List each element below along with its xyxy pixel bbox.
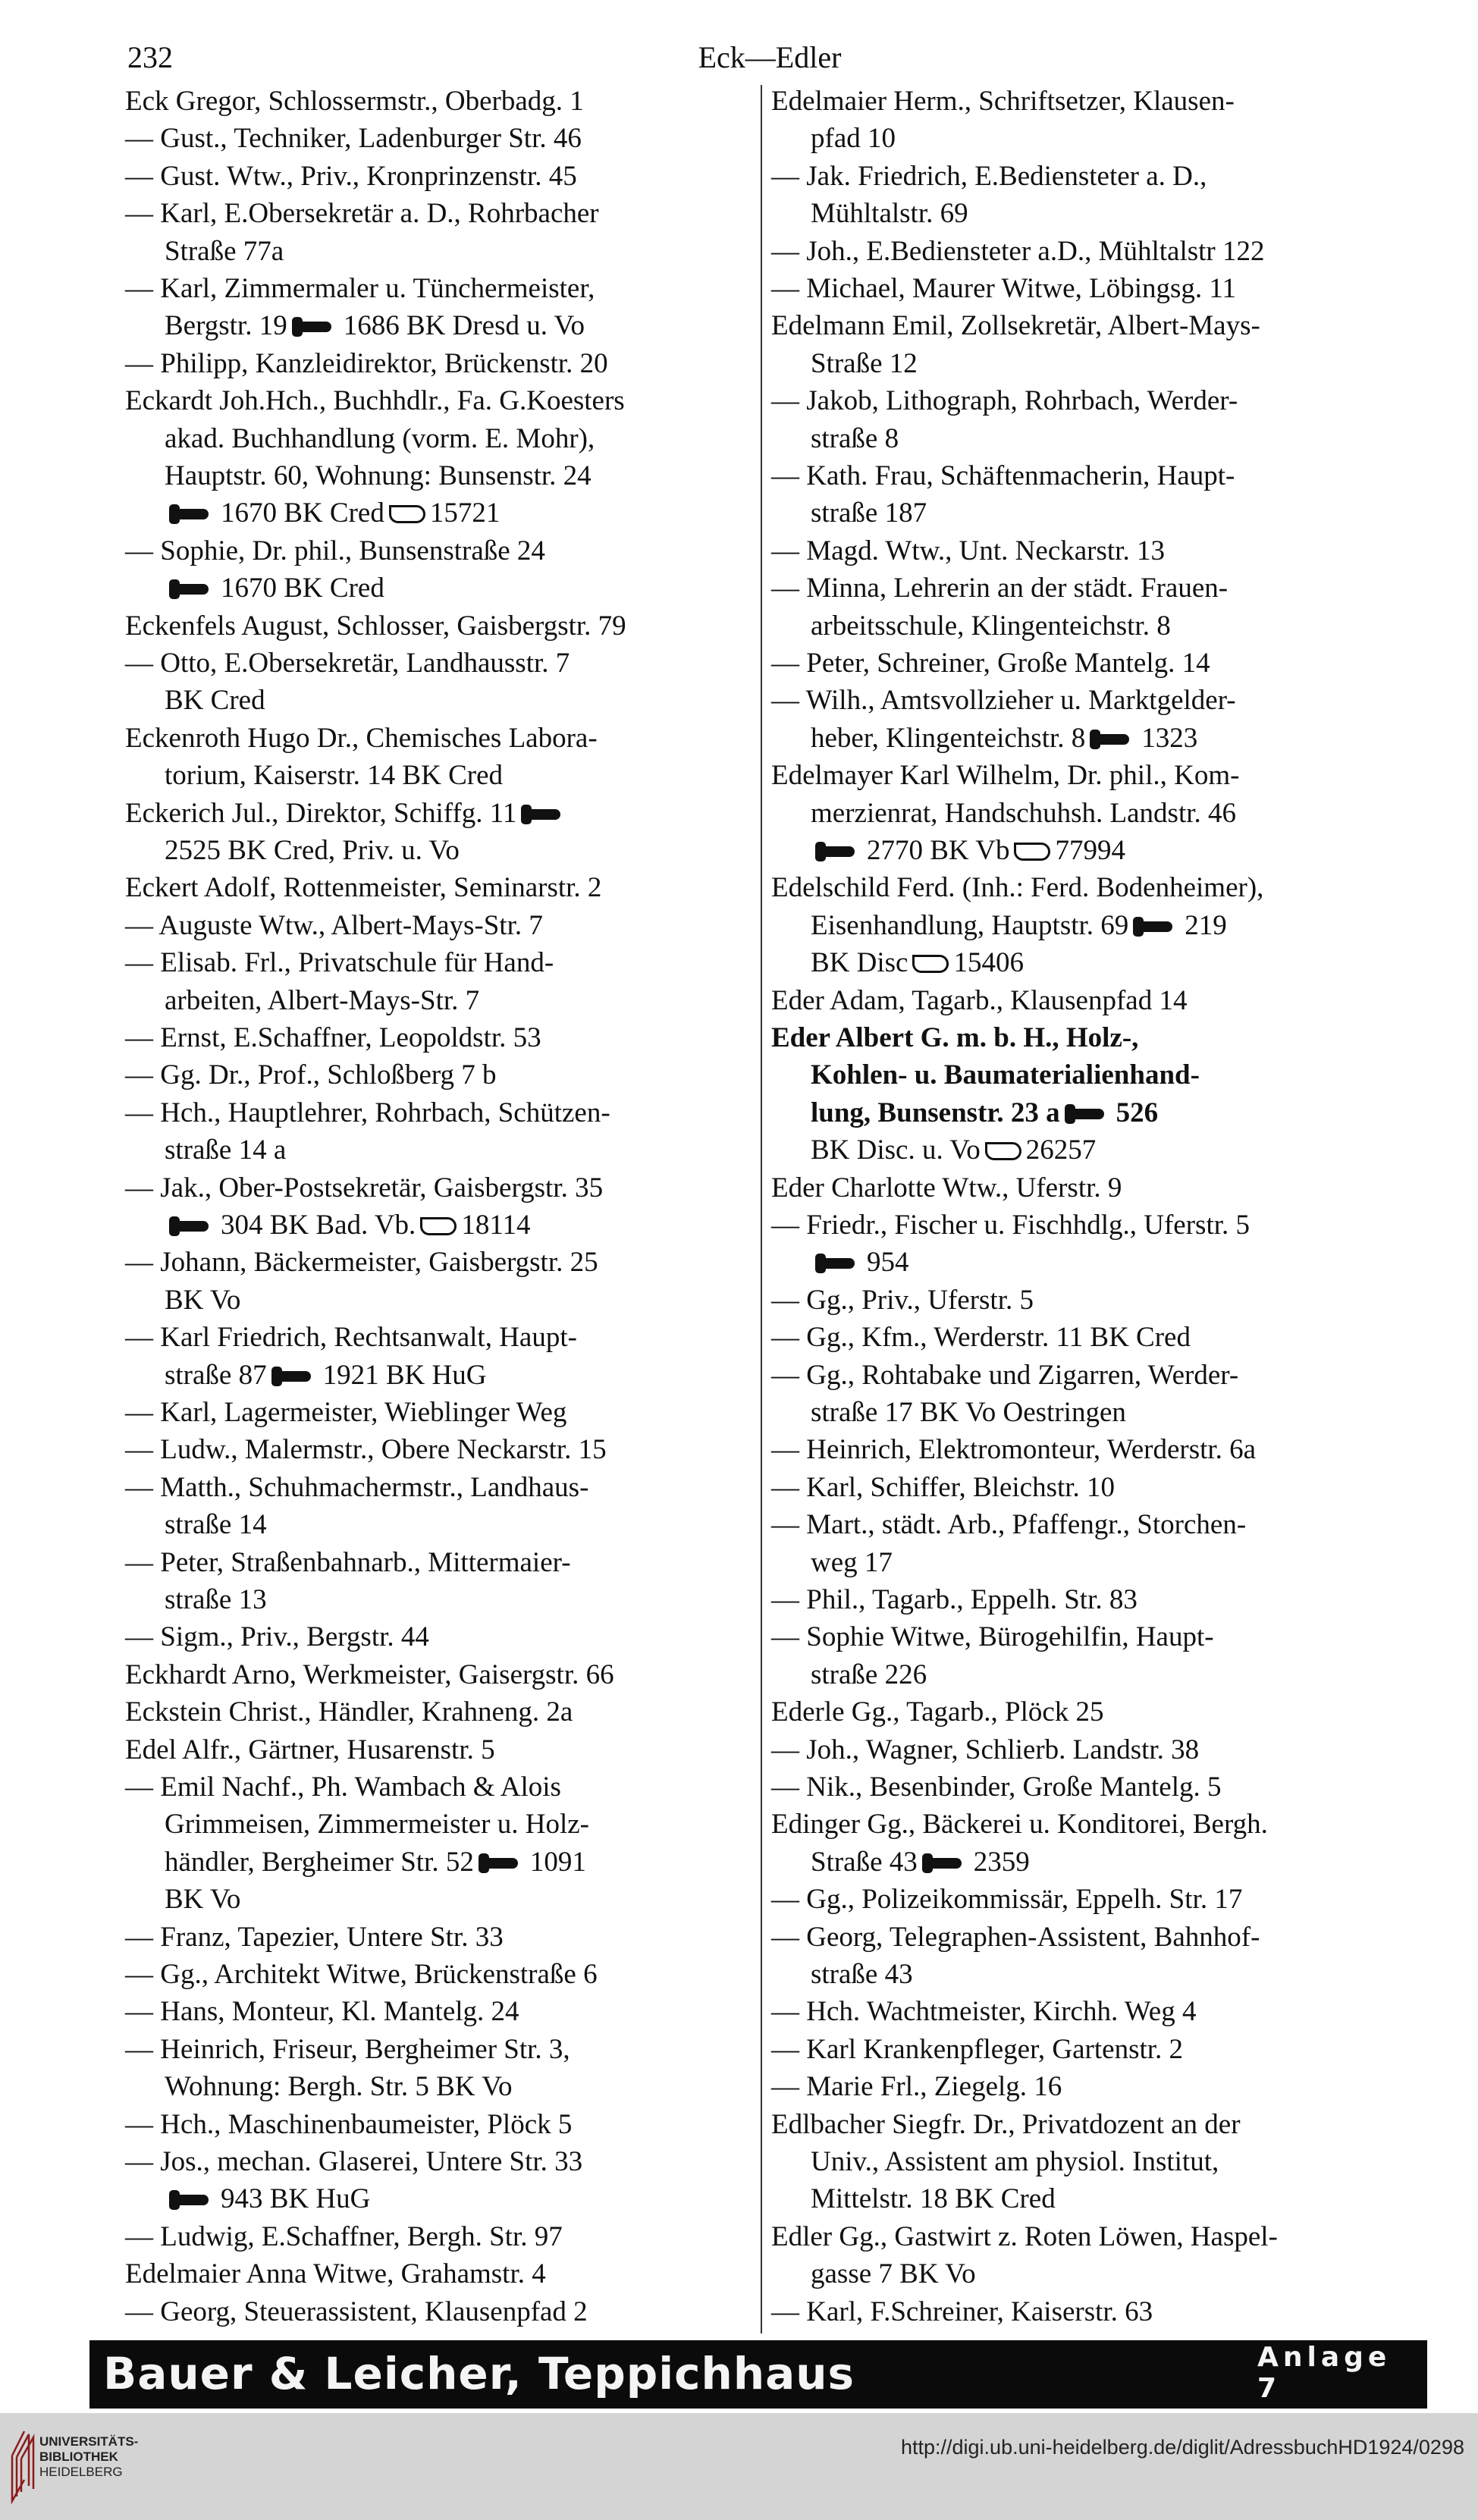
- entry-line: [125, 85, 584, 118]
- telephone-icon: [292, 317, 339, 337]
- entry-text: — Nik., Besenbinder, Große Mantelg. 5: [771, 1772, 1222, 1803]
- entry-line: [125, 2258, 546, 2291]
- entry-text: Edelmaier Herm., Schriftsetzer, Klausen-: [771, 86, 1235, 117]
- entry-text: arbeiten, Albert-Mays-Str. 7: [165, 984, 480, 1016]
- entry-text: Eder Adam, Tagarb., Klausenpfad 14: [771, 984, 1188, 1016]
- entry-text: Mühltalstr. 69: [811, 198, 968, 230]
- entry-line: [811, 1059, 1200, 1092]
- entry-line: [771, 871, 1263, 905]
- entry-text: — Marie Frl., Ziegelg. 16: [771, 2071, 1062, 2103]
- entry-text: — Gg., Polizeikommissär, Eppelh. Str. 17: [771, 1884, 1243, 1916]
- banner-text: Bauer & Leicher, Teppichhaus: [103, 2348, 855, 2399]
- entry-text: — Emil Nachf., Ph. Wambach & Alois: [125, 1772, 561, 1803]
- entry-text: Mittelstr. 18 BK Cred: [811, 2183, 1056, 2215]
- entry-text: — Magd. Wtw., Unt. Neckarstr. 13: [771, 535, 1165, 566]
- entry-text: 15721: [429, 497, 501, 529]
- entry-text: — Gg., Architekt Witwe, Brückenstraße 6: [125, 1959, 598, 1990]
- entry-line: [165, 309, 585, 343]
- entry-text: — Kath. Frau, Schäftenmacherin, Haupt-: [771, 460, 1235, 491]
- entry-line: [771, 984, 1187, 1018]
- entry-line: [165, 1883, 240, 1916]
- entry-text: — Hch., Hauptlehrer, Rohrbach, Schützen-: [125, 1097, 610, 1128]
- entry-text: — Ernst, E.Schaffner, Leopoldstr. 53: [125, 1022, 541, 1053]
- entry-line: [125, 2220, 563, 2254]
- entry-text: — Michael, Maurer Witwe, Löbingsg. 11: [771, 273, 1236, 304]
- posthorn-icon: [912, 955, 949, 973]
- entry-line: [771, 309, 1260, 343]
- entry-text: — Friedr., Fischer u. Fischhdlg., Uferstr. 5: [771, 1210, 1250, 1241]
- logo-line: HEIDELBERG: [39, 2465, 123, 2479]
- entry-text: — Johann, Bäckermeister, Gaisbergstr. 25: [125, 1247, 598, 1279]
- entry-line: [165, 2183, 370, 2216]
- entry-text: — Gg., Kfm., Werderstr. 11 BK Cred: [771, 1322, 1191, 1354]
- entry-line: [165, 2070, 513, 2104]
- entry-text: 77994: [1055, 835, 1125, 866]
- entry-line: [811, 797, 1236, 830]
- entry-line: [165, 235, 284, 268]
- entry-text: Straße 77a: [165, 235, 284, 267]
- telephone-icon: [169, 1216, 216, 1236]
- entry-line: [811, 2258, 976, 2291]
- entry-line: [811, 1246, 909, 1279]
- entry-text: arbeitsschule, Klingenteichstr. 8: [811, 610, 1171, 642]
- entry-line: [125, 272, 595, 306]
- entry-text: 26257: [1025, 1134, 1097, 1166]
- entry-text: Univ., Assistent am physiol. Institut,: [811, 2146, 1219, 2177]
- entry-line: [771, 1808, 1268, 1841]
- entry-line: [811, 122, 896, 155]
- entry-text: — Ludwig, E.Schaffner, Bergh. Str. 97: [125, 2220, 563, 2252]
- entry-line: [811, 1396, 1126, 1429]
- entry-text: Eck Gregor, Schlossermstr., Oberbadg. 1: [125, 86, 584, 117]
- entry-text: — Heinrich, Friseur, Bergheimer Str. 3,: [125, 2033, 570, 2065]
- entry-text: BK Cred: [165, 685, 265, 717]
- entry-line: [811, 2145, 1219, 2179]
- entry-text: Eckerich Jul., Direktor, Schiffg. 11: [125, 797, 517, 829]
- column-divider: [761, 85, 762, 2333]
- entry-line: [811, 1546, 893, 1580]
- entry-line: [165, 1583, 267, 1617]
- entry-text: Grimmeisen, Zimmermeister u. Holz-: [165, 1809, 589, 1841]
- telephone-icon: [271, 1367, 319, 1386]
- entry-text: BK Disc: [811, 947, 908, 979]
- entry-text: straße 17 BK Vo Oestringen: [811, 1397, 1126, 1428]
- entry-line: [165, 497, 500, 530]
- entry-text: Edel Alfr., Gärtner, Husarenstr. 5: [125, 1734, 495, 1765]
- entry-line: [125, 1659, 614, 1692]
- entry-text: — Jak., Ober-Postsekretär, Gaisbergstr. 35: [125, 1172, 604, 1204]
- entry-text: händler, Bergheimer Str. 52: [165, 1846, 474, 1878]
- entry-line: [165, 984, 479, 1018]
- entry-text: — Auguste Wtw., Albert-Mays-Str. 7: [125, 909, 543, 941]
- entry-line: [771, 1471, 1115, 1505]
- entry-line: [771, 1209, 1250, 1242]
- library-name: [39, 2434, 138, 2480]
- entry-line: [771, 1284, 1034, 1317]
- entry-text: Eisenhandlung, Hauptstr. 69: [811, 909, 1129, 941]
- telephone-icon: [479, 1853, 526, 1873]
- entry-line: [125, 1921, 504, 1954]
- entry-line: [125, 1246, 598, 1279]
- banner-subtext: Anlage 7: [1257, 2342, 1392, 2404]
- entry-text: — Gust., Techniker, Ladenburger Str. 46: [125, 123, 582, 155]
- entry-line: [771, 1883, 1242, 1916]
- entry-line: [811, 497, 927, 530]
- entry-line: [125, 1471, 588, 1505]
- entry-text: — Minna, Lehrerin an der städt. Frauen-: [771, 573, 1229, 604]
- entry-line: [811, 610, 1171, 643]
- entry-text: Edelschild Ferd. (Inh.: Ferd. Bodenheimer),: [771, 872, 1264, 904]
- entry-line: [771, 1771, 1221, 1804]
- entry-text: straße 187: [811, 497, 927, 529]
- entry-line: [125, 610, 626, 643]
- entry-line: [125, 1097, 610, 1130]
- entry-line: [811, 722, 1197, 755]
- entry-line: [165, 1359, 486, 1392]
- entry-line: [771, 1021, 1138, 1055]
- entry-text: 1686 BK Dresd u. Vo: [343, 310, 585, 342]
- entry-text: — Karl, Lagermeister, Wieblinger Weg: [125, 1397, 567, 1428]
- entry-text: Eckardt Joh.Hch., Buchhdlr., Fa. G.Koesters: [125, 385, 625, 417]
- entry-line: [771, 1321, 1191, 1354]
- entry-line: [771, 1696, 1104, 1729]
- entry-line: [125, 2296, 588, 2329]
- posthorn-icon: [420, 1217, 457, 1235]
- entry-line: [125, 160, 577, 193]
- entry-line: [125, 384, 625, 418]
- entry-line: [811, 1097, 1158, 1130]
- entry-text: 526: [1116, 1097, 1159, 1128]
- footer: [0, 2413, 1478, 2520]
- entry-line: [771, 1734, 1199, 1767]
- entry-text: straße 14: [165, 1509, 267, 1541]
- entry-line: [165, 684, 265, 717]
- entry-line: [811, 347, 918, 381]
- entry-text: straße 226: [811, 1659, 927, 1690]
- entry-text: 943 BK HuG: [221, 2183, 371, 2215]
- entry-text: Eckenroth Hugo Dr., Chemisches Labora-: [125, 722, 598, 754]
- entry-text: 1670 BK Cred: [221, 573, 384, 604]
- entry-line: [165, 1209, 530, 1242]
- entry-line: [771, 2108, 1241, 2142]
- entry-line: [771, 1359, 1238, 1392]
- entry-line: [811, 2183, 1056, 2216]
- entry-text: straße 8: [811, 422, 899, 454]
- entry-line: [811, 1846, 1030, 1879]
- entry-text: — Matth., Schuhmachermstr., Landhaus-: [125, 1471, 589, 1503]
- entry-line: [771, 572, 1228, 605]
- entry-line: [125, 535, 545, 568]
- entry-text: straße 14 a: [165, 1134, 287, 1166]
- entry-text: 15406: [953, 947, 1024, 979]
- entry-line: [125, 1059, 497, 1092]
- entry-line: [811, 909, 1227, 943]
- entry-text: Bergstr. 19: [165, 310, 287, 342]
- entry-text: BK Disc. u. Vo: [811, 1134, 981, 1166]
- entry-text: — Karl, F.Schreiner, Kaiserstr. 63: [771, 2296, 1153, 2327]
- entry-text: straße 87: [165, 1359, 267, 1391]
- entry-text: heber, Klingenteichstr. 8: [811, 722, 1086, 754]
- entry-line: [811, 422, 899, 456]
- entry-text: — Elisab. Frl., Privatschule für Hand-: [125, 947, 554, 979]
- entry-text: Eckstein Christ., Händler, Krahneng. 2a: [125, 1696, 573, 1728]
- entry-text: — Karl, E.Obersekretär a. D., Rohrbacher: [125, 198, 599, 230]
- entry-line: [165, 1846, 586, 1879]
- entry-text: 18114: [461, 1210, 531, 1241]
- entry-text: BK Vo: [165, 1884, 241, 1916]
- entry-line: [771, 2070, 1062, 2104]
- entry-text: Eckhardt Arno, Werkmeister, Gaisergstr. 66: [125, 1659, 614, 1690]
- entry-text: 2770 BK Vb: [867, 835, 1010, 866]
- entry-text: — Mart., städt. Arb., Pfaffengr., Storchen-: [771, 1509, 1247, 1541]
- entry-line: [165, 422, 595, 456]
- entry-line: [125, 1696, 573, 1729]
- entry-line: [771, 1433, 1256, 1467]
- entry-text: 219: [1185, 909, 1227, 941]
- entry-text: — Ludw., Malermstr., Obere Neckarstr. 15: [125, 1434, 607, 1466]
- entry-line: [771, 1621, 1214, 1654]
- telephone-icon: [1133, 917, 1180, 937]
- entry-text: 1670 BK Cred: [221, 497, 384, 529]
- entry-line: [771, 384, 1238, 418]
- entry-text: — Hch. Wachtmeister, Kirchh. Weg 4: [771, 1996, 1197, 2028]
- entry-text: — Jakob, Lithograph, Rohrbach, Werder-: [771, 385, 1238, 417]
- entry-line: [771, 85, 1235, 118]
- entry-text: 2525 BK Cred, Priv. u. Vo: [165, 835, 460, 866]
- entry-line: [125, 1021, 541, 1055]
- entry-text: — Karl Krankenpfleger, Gartenstr. 2: [771, 2033, 1184, 2065]
- logo-line: UNIVERSITÄTS-: [39, 2434, 139, 2449]
- telephone-icon: [169, 2190, 216, 2210]
- telephone-icon: [521, 805, 568, 824]
- entry-line: [165, 1808, 589, 1841]
- entry-text: — Sophie Witwe, Bürogehilfin, Haupt-: [771, 1621, 1214, 1653]
- entry-line: [771, 1508, 1246, 1542]
- entry-line: [771, 759, 1239, 792]
- entry-text: Straße 12: [811, 347, 918, 379]
- entry-text: Eckenfels August, Schlosser, Gaisbergstr. 79: [125, 610, 626, 642]
- entry-line: [771, 2296, 1153, 2329]
- entry-text: Eder Charlotte Wtw., Uferstr. 9: [771, 1172, 1122, 1204]
- logo-line: BIBLIOTHEK: [39, 2449, 118, 2464]
- entry-text: — Jak. Friedrich, E.Bediensteter a. D.,: [771, 160, 1207, 192]
- entry-text: Edinger Gg., Bäckerei u. Konditorei, Bergh.: [771, 1809, 1268, 1841]
- entry-line: [125, 1321, 577, 1354]
- entry-text: 1091: [529, 1846, 586, 1878]
- entry-line: [125, 909, 543, 943]
- entry-text: — Hans, Monteur, Kl. Mantelg. 24: [125, 1996, 519, 2028]
- entry-text: weg 17: [811, 1546, 893, 1578]
- entry-line: [125, 122, 582, 155]
- entry-text: — Wilh., Amtsvollzieher u. Marktgelder-: [771, 685, 1236, 717]
- entry-text: — Phil., Tagarb., Eppelh. Str. 83: [771, 1584, 1138, 1615]
- entry-line: [125, 797, 573, 830]
- entry-text: — Karl, Zimmermaler u. Tünchermeister,: [125, 273, 595, 304]
- entry-line: [771, 1172, 1122, 1205]
- telephone-icon: [922, 1853, 969, 1873]
- entry-line: [771, 2220, 1278, 2254]
- entry-line: [125, 347, 608, 381]
- entry-text: — Franz, Tapezier, Untere Str. 33: [125, 1921, 504, 1953]
- entry-text: BK Vo: [165, 1284, 241, 1316]
- entry-line: [125, 1995, 519, 2029]
- running-head: Eck—Edler: [698, 40, 842, 74]
- entry-line: [165, 834, 460, 868]
- telephone-icon: [1065, 1104, 1112, 1124]
- entry-text: Wohnung: Bergh. Str. 5 BK Vo: [165, 2071, 513, 2103]
- entry-text: — Peter, Schreiner, Große Mantelg. 14: [771, 648, 1210, 679]
- entry-text: — Georg, Telegraphen-Assistent, Bahnhof-: [771, 1921, 1260, 1953]
- entry-text: — Otto, E.Obersekretär, Landhausstr. 7: [125, 648, 570, 679]
- entry-line: [771, 1995, 1196, 2029]
- posthorn-icon: [1014, 843, 1050, 861]
- entry-text: — Karl Friedrich, Rechtsanwalt, Haupt-: [125, 1322, 577, 1354]
- entry-text: Edlbacher Siegfr. Dr., Privatdozent an der: [771, 2108, 1241, 2140]
- entry-text: Ederle Gg., Tagarb., Plöck 25: [771, 1696, 1104, 1728]
- entry-line: [125, 1546, 571, 1580]
- entry-line: [125, 1621, 429, 1654]
- entry-text: — Philipp, Kanzleidirektor, Brückenstr. 20: [125, 347, 608, 379]
- entry-text: — Peter, Straßenbahnarb., Mittermaier-: [125, 1546, 571, 1578]
- entry-line: [125, 647, 570, 680]
- entry-line: [771, 535, 1165, 568]
- entry-text: Edler Gg., Gastwirt z. Roten Löwen, Haspel-: [771, 2220, 1278, 2252]
- entry-line: [165, 460, 592, 493]
- entry-text: — Gg., Rohtabake und Zigarren, Werder-: [771, 1359, 1239, 1391]
- page-number: 232: [127, 40, 173, 74]
- entry-text: 1323: [1141, 722, 1198, 754]
- entry-text: pfad 10: [811, 123, 896, 155]
- entry-text: Kohlen- u. Baumaterialienhand-: [811, 1059, 1200, 1091]
- entry-text: Edelmann Emil, Zollsekretär, Albert-Mays-: [771, 310, 1260, 342]
- entry-line: [811, 1659, 927, 1692]
- entry-text: — Sophie, Dr. phil., Bunsenstraße 24: [125, 535, 545, 566]
- entry-line: [125, 1172, 603, 1205]
- entry-line: [125, 2033, 570, 2067]
- entry-text: — Karl, Schiffer, Bleichstr. 10: [771, 1471, 1116, 1503]
- entry-text: merzienrat, Handschuhsh. Landstr. 46: [811, 797, 1237, 829]
- entry-line: [771, 235, 1264, 268]
- entry-text: — Gust. Wtw., Priv., Kronprinzenstr. 45: [125, 160, 577, 192]
- entry-text: — Georg, Steuerassistent, Klausenpfad 2: [125, 2296, 588, 2327]
- entry-text: 304 BK Bad. Vb.: [221, 1210, 416, 1241]
- entry-line: [125, 1734, 495, 1767]
- entry-text: lung, Bunsenstr. 23 a: [811, 1097, 1060, 1128]
- entry-text: Hauptstr. 60, Wohnung: Bunsenstr. 24: [165, 460, 592, 491]
- entry-line: [811, 1134, 1096, 1167]
- entry-line: [811, 834, 1125, 868]
- entry-line: [771, 460, 1235, 493]
- entry-text: Edelmaier Anna Witwe, Grahamstr. 4: [125, 2258, 546, 2290]
- entry-text: Eder Albert G. m. b. H., Holz-,: [771, 1022, 1139, 1053]
- posthorn-icon: [389, 505, 425, 523]
- entry-line: [125, 871, 601, 905]
- entry-line: [811, 197, 968, 231]
- entry-line: [125, 2108, 572, 2142]
- entry-line: [125, 1771, 561, 1804]
- entry-text: straße 13: [165, 1584, 267, 1615]
- entry-text: — Sigm., Priv., Bergstr. 44: [125, 1621, 429, 1653]
- posthorn-icon: [985, 1142, 1021, 1160]
- entry-line: [165, 1508, 267, 1542]
- entry-text: — Joh., E.Bediensteter a.D., Mühltalstr 122: [771, 235, 1265, 267]
- entry-line: [771, 684, 1236, 717]
- entry-line: [811, 946, 1024, 980]
- entry-line: [125, 2145, 582, 2179]
- entry-line: [165, 1284, 240, 1317]
- entry-text: — Hch., Maschinenbaumeister, Plöck 5: [125, 2108, 573, 2140]
- entry-line: [771, 1921, 1260, 1954]
- entry-line: [811, 1958, 913, 1991]
- entry-text: — Jos., mechan. Glaserei, Untere Str. 33: [125, 2146, 583, 2177]
- entry-line: [165, 759, 503, 792]
- entry-line: [125, 946, 554, 980]
- entry-text: torium, Kaiserstr. 14 BK Cred: [165, 760, 504, 792]
- telephone-icon: [169, 579, 216, 599]
- entry-text: Edelmayer Karl Wilhelm, Dr. phil., Kom-: [771, 760, 1240, 792]
- entry-text: Eckert Adolf, Rottenmeister, Seminarstr. 2: [125, 872, 602, 904]
- entry-text: — Gg. Dr., Prof., Schloßberg 7 b: [125, 1059, 497, 1091]
- telephone-icon: [1090, 730, 1137, 749]
- entry-text: akad. Buchhandlung (vorm. E. Mohr),: [165, 422, 595, 454]
- telephone-icon: [169, 504, 216, 524]
- telephone-icon: [815, 1254, 862, 1273]
- entry-line: [771, 647, 1210, 680]
- source-url[interactable]: http://digi.ub.uni-heidelberg.de/diglit/AdressbuchHD1924/0298: [900, 2436, 1464, 2459]
- entry-line: [125, 722, 598, 755]
- entry-text: 954: [867, 1247, 909, 1279]
- entry-text: — Gg., Priv., Uferstr. 5: [771, 1284, 1034, 1316]
- entry-line: [125, 1958, 598, 1991]
- entry-line: [771, 272, 1236, 306]
- entry-line: [125, 1433, 607, 1467]
- entry-line: [125, 1396, 566, 1429]
- entry-line: [165, 572, 384, 605]
- entry-line: [771, 2033, 1183, 2067]
- advertisement-banner: [89, 2340, 1427, 2409]
- telephone-icon: [815, 842, 862, 861]
- entry-text: gasse 7 BK Vo: [811, 2258, 976, 2290]
- entry-line: [771, 160, 1207, 193]
- entry-line: [165, 1134, 286, 1167]
- entry-text: 1921 BK HuG: [322, 1359, 487, 1391]
- entry-text: Straße 43: [811, 1846, 918, 1878]
- entry-text: straße 43: [811, 1959, 913, 1990]
- entry-text: 2359: [973, 1846, 1030, 1878]
- entry-text: — Heinrich, Elektromonteur, Werderstr. 6a: [771, 1434, 1257, 1466]
- entry-line: [771, 1583, 1138, 1617]
- entry-line: [125, 197, 599, 231]
- entry-text: — Joh., Wagner, Schlierb. Landstr. 38: [771, 1734, 1200, 1765]
